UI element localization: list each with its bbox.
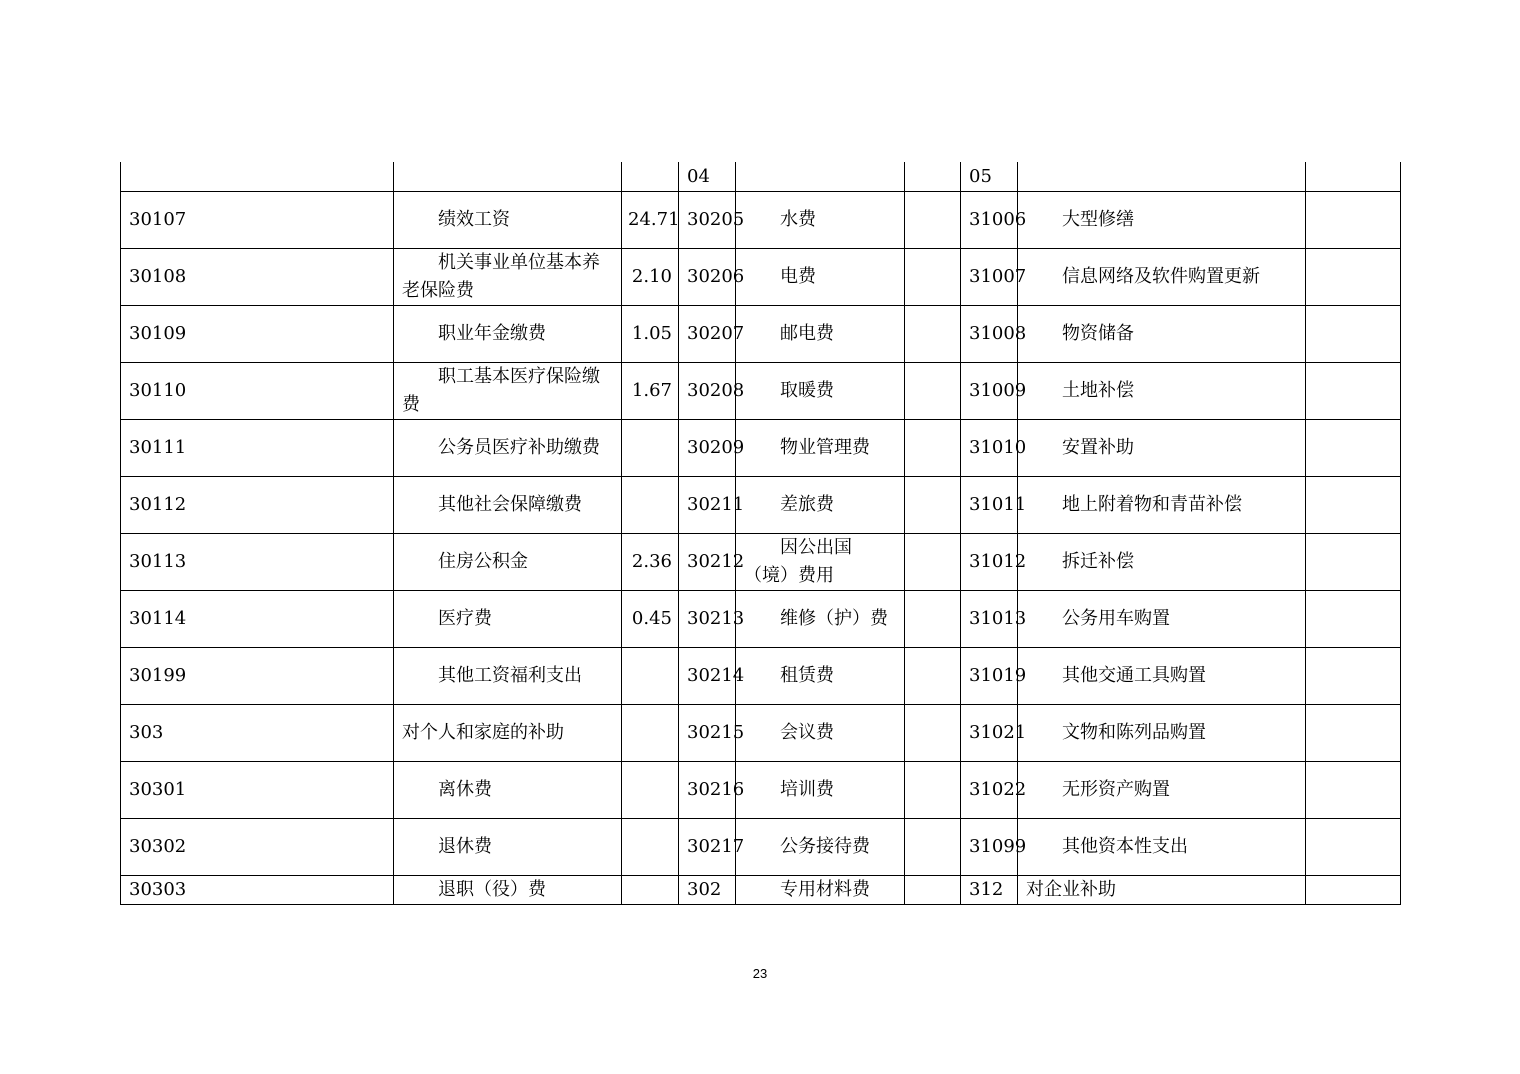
amount: 1.05 <box>622 306 679 363</box>
item-name: 机关事业单位基本养老保险费 <box>394 249 622 306</box>
item-name: 维修（护）费 <box>736 591 905 648</box>
table-cell <box>1306 162 1401 192</box>
table-cell <box>121 162 394 192</box>
table-cell <box>622 162 679 192</box>
econ-code: 30107 <box>121 192 394 249</box>
econ-code: 30113 <box>121 534 394 591</box>
amount <box>622 477 679 534</box>
item-name: 信息网络及软件购置更新 <box>1018 249 1306 306</box>
table-row <box>121 162 1401 192</box>
table-row <box>121 420 1401 477</box>
table-row <box>121 363 1401 420</box>
amount <box>622 762 679 819</box>
amount <box>1306 192 1401 249</box>
econ-code: 30110 <box>121 363 394 420</box>
amount <box>1306 705 1401 762</box>
amount <box>1306 762 1401 819</box>
item-name: 其他社会保障缴费 <box>394 477 622 534</box>
econ-code: 30209 <box>679 420 736 477</box>
item-name: 培训费 <box>736 762 905 819</box>
table-cell <box>736 162 905 192</box>
econ-code: 30211 <box>679 477 736 534</box>
econ-code: 30302 <box>121 819 394 876</box>
amount <box>622 705 679 762</box>
table-row <box>121 819 1401 876</box>
item-name: 退休费 <box>394 819 622 876</box>
amount <box>1306 477 1401 534</box>
item-name: 电费 <box>736 249 905 306</box>
item-name: 邮电费 <box>736 306 905 363</box>
econ-code: 30205 <box>679 192 736 249</box>
econ-code: 31021 <box>961 705 1018 762</box>
item-name: 对个人和家庭的补助 <box>394 705 622 762</box>
item-name: 绩效工资 <box>394 192 622 249</box>
table-row <box>121 192 1401 249</box>
amount <box>905 648 961 705</box>
item-name: 公务员医疗补助缴费 <box>394 420 622 477</box>
amount: 0.45 <box>622 591 679 648</box>
amount <box>905 249 961 306</box>
amount <box>905 591 961 648</box>
table-row <box>121 249 1401 306</box>
amount <box>905 477 961 534</box>
econ-code: 31099 <box>961 819 1018 876</box>
item-name: 水费 <box>736 192 905 249</box>
amount <box>1306 819 1401 876</box>
item-name: 公务用车购置 <box>1018 591 1306 648</box>
item-name: 其他工资福利支出 <box>394 648 622 705</box>
econ-code: 30114 <box>121 591 394 648</box>
econ-code: 30215 <box>679 705 736 762</box>
table-row <box>121 876 1401 905</box>
table-cell <box>394 162 622 192</box>
econ-code: 31022 <box>961 762 1018 819</box>
item-name: 职业年金缴费 <box>394 306 622 363</box>
item-name: 对企业补助 <box>1018 876 1306 905</box>
page-number: 23 <box>752 966 768 981</box>
econ-code: 30108 <box>121 249 394 306</box>
item-name: 住房公积金 <box>394 534 622 591</box>
table-cell <box>905 162 961 192</box>
econ-code: 31009 <box>961 363 1018 420</box>
econ-code: 30111 <box>121 420 394 477</box>
econ-code: 31011 <box>961 477 1018 534</box>
amount <box>1306 249 1401 306</box>
table-row <box>121 477 1401 534</box>
econ-code: 30112 <box>121 477 394 534</box>
item-name: 离休费 <box>394 762 622 819</box>
econ-code: 31012 <box>961 534 1018 591</box>
table-cell: 04 <box>679 162 736 192</box>
item-name: 大型修缮 <box>1018 192 1306 249</box>
table-row <box>121 762 1401 819</box>
item-name: 职工基本医疗保险缴费 <box>394 363 622 420</box>
econ-code: 31008 <box>961 306 1018 363</box>
econ-code: 30213 <box>679 591 736 648</box>
econ-code: 30109 <box>121 306 394 363</box>
table-row <box>121 534 1401 591</box>
amount <box>622 420 679 477</box>
budget-table <box>120 162 1401 905</box>
item-name: 地上附着物和青苗补偿 <box>1018 477 1306 534</box>
item-name: 安置补助 <box>1018 420 1306 477</box>
amount <box>1306 306 1401 363</box>
amount <box>905 306 961 363</box>
table-row <box>121 306 1401 363</box>
item-name: 土地补偿 <box>1018 363 1306 420</box>
econ-code: 30214 <box>679 648 736 705</box>
econ-code: 31006 <box>961 192 1018 249</box>
amount <box>622 876 679 905</box>
amount <box>905 534 961 591</box>
econ-code: 31010 <box>961 420 1018 477</box>
item-name: 退职（役）费 <box>394 876 622 905</box>
amount <box>1306 534 1401 591</box>
item-name: 其他资本性支出 <box>1018 819 1306 876</box>
amount <box>905 762 961 819</box>
amount <box>622 819 679 876</box>
econ-code: 31013 <box>961 591 1018 648</box>
item-name: 无形资产购置 <box>1018 762 1306 819</box>
amount <box>1306 420 1401 477</box>
item-name: 取暖费 <box>736 363 905 420</box>
econ-code: 312 <box>961 876 1018 905</box>
amount <box>905 705 961 762</box>
item-name: 其他交通工具购置 <box>1018 648 1306 705</box>
econ-code: 303 <box>121 705 394 762</box>
econ-code: 30207 <box>679 306 736 363</box>
econ-code: 30208 <box>679 363 736 420</box>
item-name: 文物和陈列品购置 <box>1018 705 1306 762</box>
item-name: 会议费 <box>736 705 905 762</box>
item-name: 物资储备 <box>1018 306 1306 363</box>
econ-code: 30199 <box>121 648 394 705</box>
econ-code: 30217 <box>679 819 736 876</box>
item-name: 差旅费 <box>736 477 905 534</box>
econ-code: 302 <box>679 876 736 905</box>
econ-code: 30301 <box>121 762 394 819</box>
table-row <box>121 591 1401 648</box>
item-name: 医疗费 <box>394 591 622 648</box>
table-cell: 05 <box>961 162 1018 192</box>
table-cell <box>1018 162 1306 192</box>
amount <box>905 363 961 420</box>
econ-code: 31007 <box>961 249 1018 306</box>
item-name: 因公出国（境）费用 <box>736 534 905 591</box>
amount <box>905 420 961 477</box>
amount <box>1306 648 1401 705</box>
amount <box>905 192 961 249</box>
econ-code: 30212 <box>679 534 736 591</box>
item-name: 拆迁补偿 <box>1018 534 1306 591</box>
econ-code: 30303 <box>121 876 394 905</box>
item-name: 租赁费 <box>736 648 905 705</box>
amount <box>1306 591 1401 648</box>
amount <box>1306 876 1401 905</box>
econ-code: 31019 <box>961 648 1018 705</box>
amount: 24.71 <box>622 192 679 249</box>
item-name: 物业管理费 <box>736 420 905 477</box>
amount <box>905 876 961 905</box>
amount <box>622 648 679 705</box>
amount: 1.67 <box>622 363 679 420</box>
amount <box>1306 363 1401 420</box>
amount: 2.36 <box>622 534 679 591</box>
table-row <box>121 648 1401 705</box>
econ-code: 30216 <box>679 762 736 819</box>
amount <box>905 819 961 876</box>
item-name: 公务接待费 <box>736 819 905 876</box>
table-row <box>121 705 1401 762</box>
item-name: 专用材料费 <box>736 876 905 905</box>
econ-code: 30206 <box>679 249 736 306</box>
amount: 2.10 <box>622 249 679 306</box>
